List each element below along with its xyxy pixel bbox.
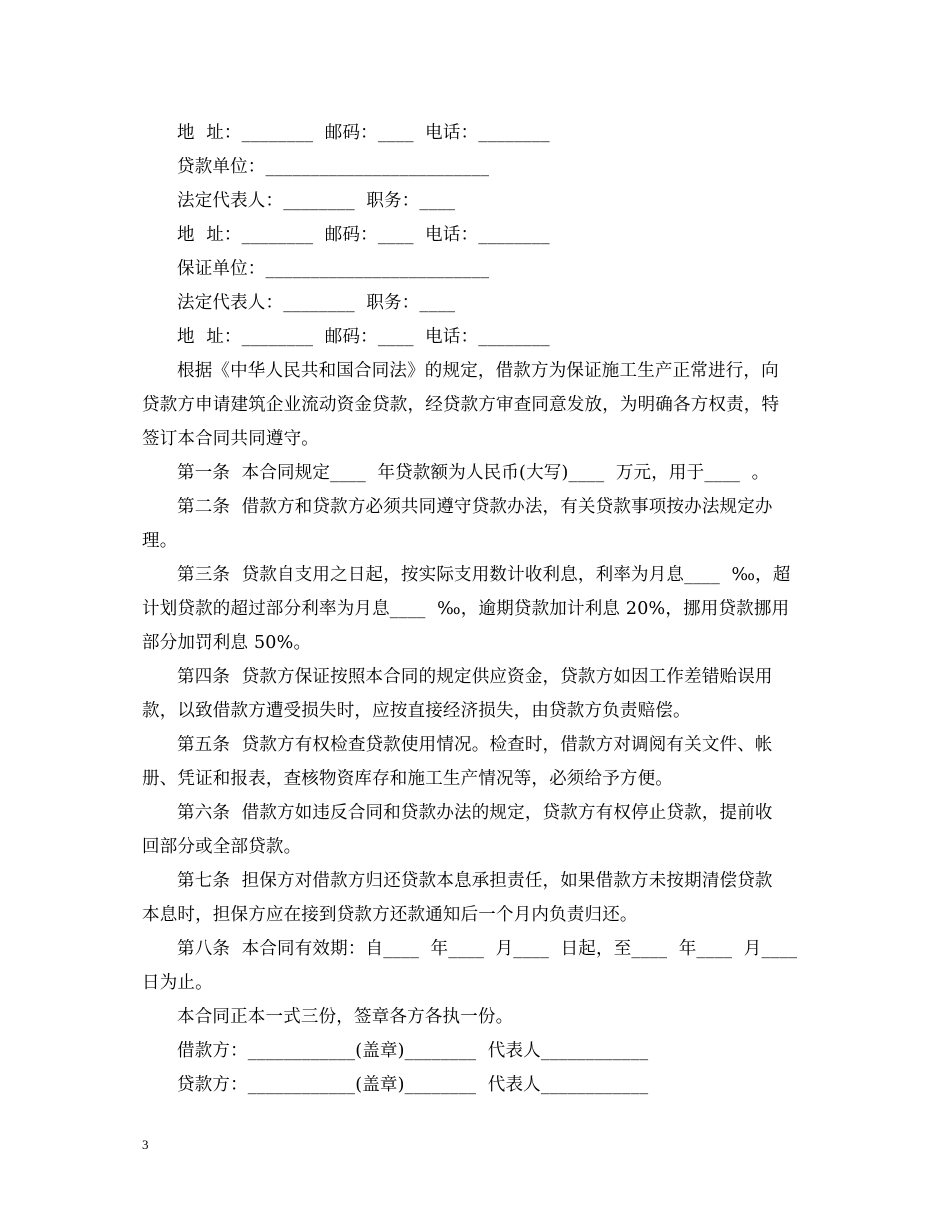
preamble-line-3: 签订本合同共同遵守。	[142, 429, 319, 449]
article-5-line-2: 册、凭证和报表，查核物资库存和施工生产情况等，必须给予方便。	[142, 769, 673, 789]
contract-body	[142, 116, 812, 1102]
guarantor-unit-line: 保证单位：_________________________	[177, 259, 490, 279]
article-7-line-1: 第七条 担保方对借款方归还贷款本息承担责任，如果借款方未按期清偿贷款	[177, 871, 773, 891]
article-6-line-2: 回部分或全部贷款。	[142, 837, 302, 857]
article-8-line-1: 第八条 本合同有效期：自____ 年____ 月____ 日起，至____ 年____ 月____	[177, 939, 798, 959]
guarantor-representative-line: 法定代表人：________ 职务：____	[177, 293, 456, 313]
borrower-signature-line: 借款方：____________(盖章)________ 代表人____________	[177, 1041, 649, 1061]
preamble-line-1: 根据《中华人民共和国合同法》的规定，借款方为保证施工生产正常进行，向	[177, 361, 779, 381]
article-1-line-1: 第一条 本合同规定____ 年贷款额为人民币(大写)____ 万元，用于____ 。	[177, 463, 770, 483]
article-3-line-1: 第三条 贷款自支用之日起，按实际支用数计收利息，利率为月息____ ‰，超	[177, 565, 791, 585]
article-3-line-2: 计划贷款的超过部分利率为月息____ ‰，逾期贷款加计利息 20%，挪用贷款挪用	[142, 599, 790, 619]
article-7-line-2: 本息时，担保方应在接到贷款方还款通知后一个月内负责归还。	[142, 905, 638, 925]
article-6-line-1: 第六条 借款方如违反合同和贷款办法的规定，贷款方有权停止贷款，提前收	[177, 803, 773, 823]
guarantor-address-line: 地 址：________ 邮码：____ 电话：________	[177, 327, 550, 347]
article-8-line-2: 日为止。	[142, 973, 213, 993]
lender-address-line: 地 址：________ 邮码：____ 电话：________	[177, 225, 550, 245]
article-5-line-1: 第五条 贷款方有权检查贷款使用情况。检查时，借款方对调阅有关文件、帐	[177, 735, 773, 755]
article-3-line-3: 部分加罚利息 50%。	[142, 633, 312, 653]
page-number: 3	[142, 1137, 149, 1152]
article-4-line-1: 第四条 贷款方保证按照本合同的规定供应资金，贷款方如因工作差错贻误用	[177, 667, 773, 687]
lender-unit-line: 贷款单位：_________________________	[177, 157, 490, 177]
copies-clause: 本合同正本一式三份，签章各方各执一份。	[177, 1007, 514, 1027]
preamble-line-2: 贷款方申请建筑企业流动资金贷款，经贷款方审查同意发放，为明确各方权责，特	[142, 395, 780, 415]
lender-representative-line: 法定代表人：________ 职务：____	[177, 191, 456, 211]
article-4-line-2: 款，以致借款方遭受损失时，应按直接经济损失，由贷款方负责赔偿。	[142, 701, 691, 721]
article-2-line-2: 理。	[142, 531, 178, 551]
borrower-address-line: 地 址：________ 邮码：____ 电话：________	[177, 123, 550, 143]
lender-signature-line: 贷款方：____________(盖章)________ 代表人____________	[177, 1075, 649, 1095]
article-2-line-1: 第二条 借款方和贷款方必须共同遵守贷款办法，有关贷款事项按办法规定办	[177, 497, 773, 517]
